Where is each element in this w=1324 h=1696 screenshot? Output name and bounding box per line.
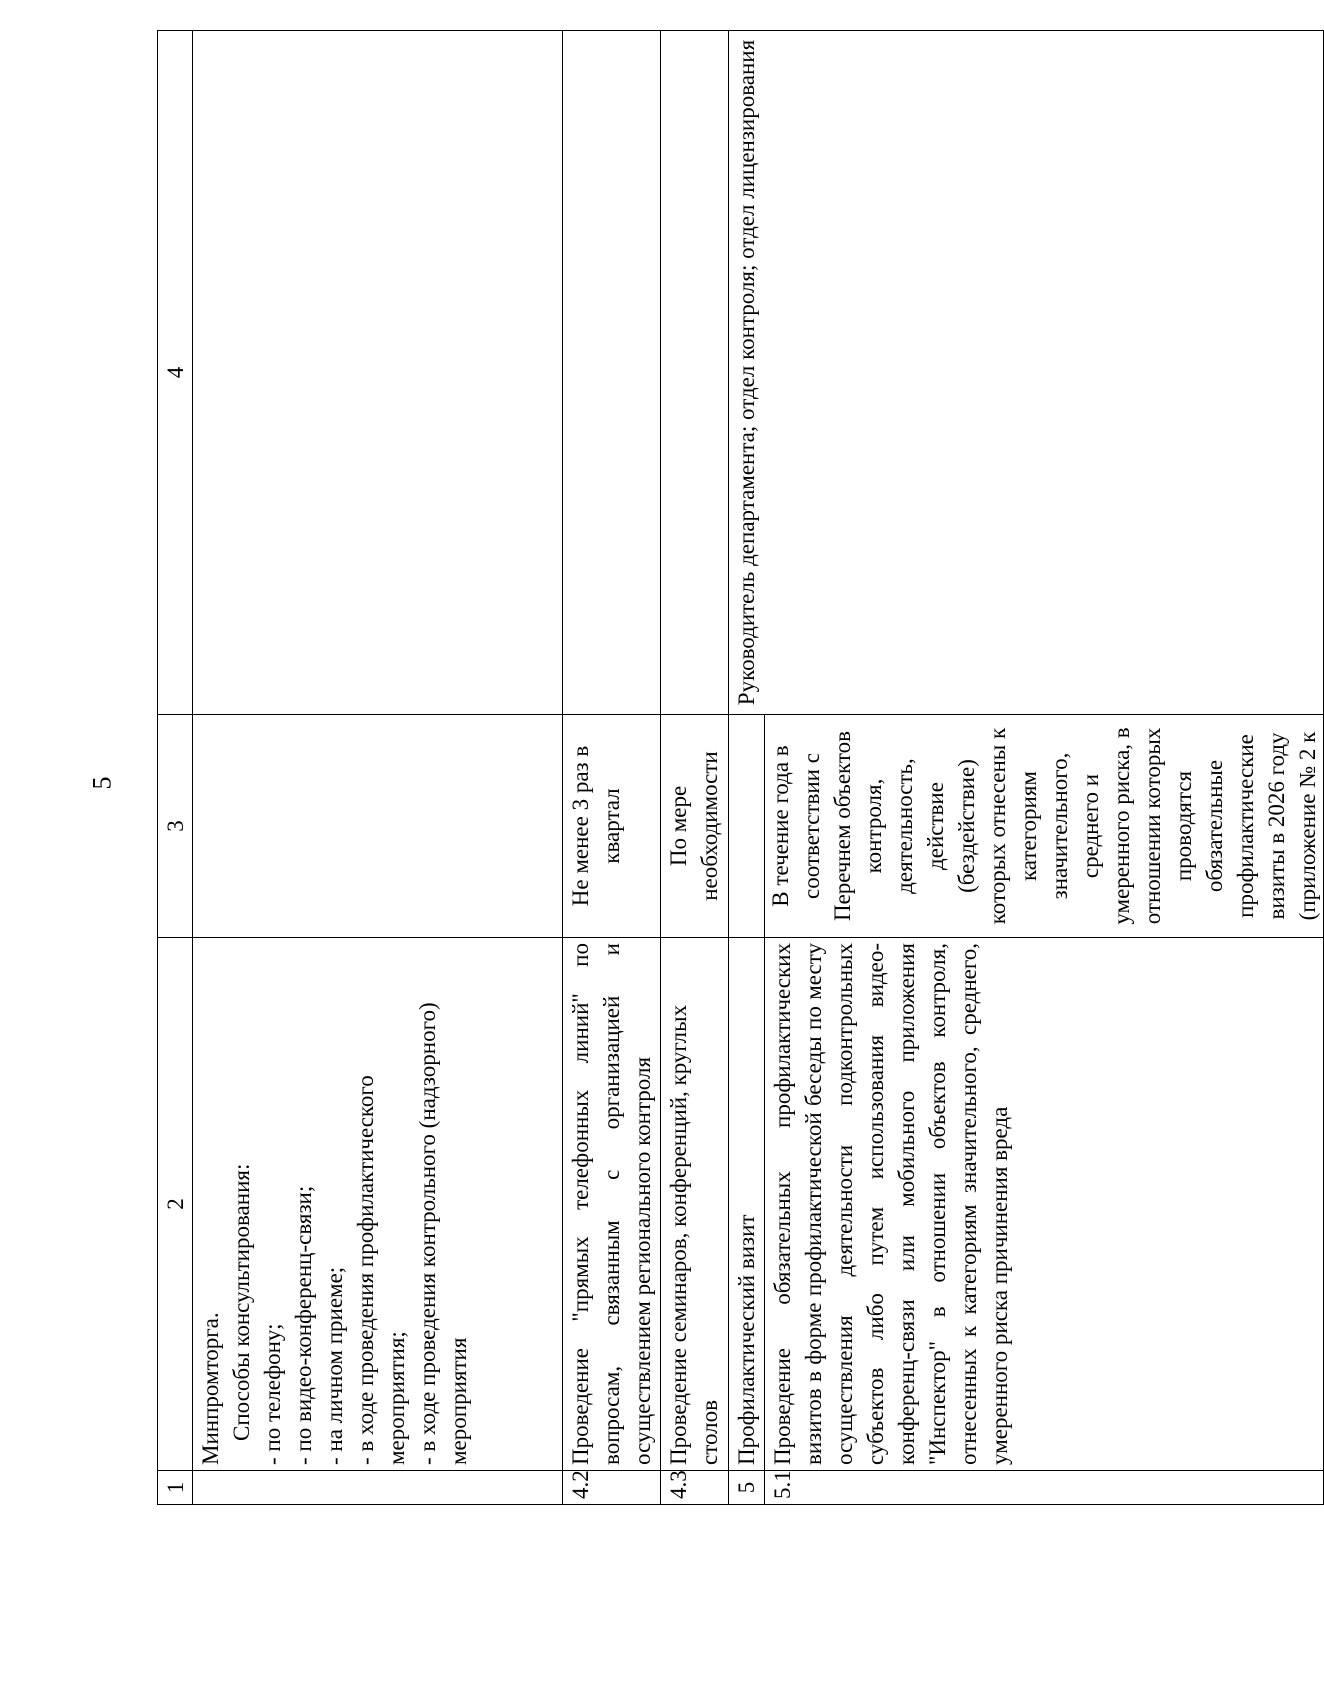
header-cell: 4 bbox=[158, 31, 193, 715]
row-description: Проведение обязательных профилактических визитов в форме профилактической беседы по месту осуществления деятельности подконтрольных субъектов либо путем использования видео-конференц-связи или мобильного приложения "Инспектор" в отношении объектов контроля, отнесенных к категориям значительного, среднего, умеренного риска причинения вреда bbox=[765, 938, 1324, 1471]
row-number: 5 bbox=[729, 1471, 765, 1505]
row-number: 4.2 bbox=[563, 1471, 661, 1505]
row-responsible bbox=[193, 31, 563, 715]
text-line: - в ходе проведения профилактического мероприятия; bbox=[353, 1075, 409, 1465]
row-responsible: Руководитель департамента; отдел контроля; отдел лицензирования bbox=[729, 31, 1324, 715]
row-period: Не менее 3 раз в квартал bbox=[563, 715, 661, 938]
row-period bbox=[729, 715, 765, 938]
header-cell: 3 bbox=[158, 715, 193, 938]
page-number: 5 bbox=[87, 776, 117, 790]
row-period bbox=[193, 715, 563, 938]
table-row bbox=[661, 31, 729, 1505]
text-line: Минпромторга. bbox=[198, 1312, 223, 1465]
text-line: Способы консультирования: bbox=[229, 1163, 254, 1441]
row-number: 5.1 bbox=[765, 1471, 1324, 1505]
text-line: - на личном приеме; bbox=[322, 1266, 347, 1465]
row-responsible bbox=[661, 31, 729, 715]
row-period: В течение года в соответствии с Перечнем объектов контроля, деятельность, действие (бездействие) которых отнесены к категориям значительного, среднего и умеренного риска, в отношении которых проводятся обязательные профилактические визиты в 2026 году (приложение № 2 к bbox=[765, 715, 1324, 938]
text-line: - по телефону; bbox=[260, 1323, 285, 1465]
row-number bbox=[193, 1471, 563, 1505]
table-row bbox=[563, 31, 661, 1505]
row-responsible bbox=[563, 31, 661, 715]
text-line: - по видео-конференц-связи; bbox=[291, 1185, 316, 1465]
table-row bbox=[193, 31, 563, 1505]
table-header-row bbox=[158, 31, 193, 1505]
row-description: Профилактический визит bbox=[729, 938, 765, 1471]
table-row bbox=[729, 31, 765, 1505]
row-description bbox=[193, 938, 563, 1471]
row-number: 4.3 bbox=[661, 1471, 729, 1505]
row-description: Проведение семинаров, конференций, круглых столов bbox=[661, 938, 729, 1471]
header-cell: 2 bbox=[158, 938, 193, 1471]
activities-table bbox=[157, 30, 1324, 1505]
row-description: Проведение "прямых телефонных линий" по вопросам, связанным с организацией и осуществлением регионального контроля bbox=[563, 938, 661, 1471]
rotated-table-container bbox=[157, 30, 1320, 1505]
row-period: По мере необходимости bbox=[661, 715, 729, 938]
header-cell: 1 bbox=[158, 1471, 193, 1505]
text-line: - в ходе проведения контрольного (надзорного) мероприятия bbox=[415, 1002, 471, 1465]
